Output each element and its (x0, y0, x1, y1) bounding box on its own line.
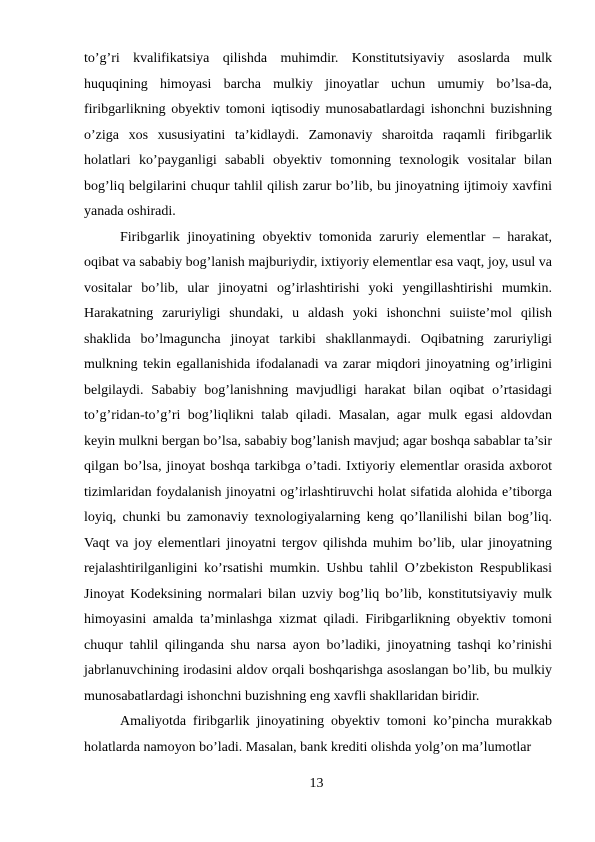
document-body (84, 46, 552, 760)
paragraph-3: Amaliyotda firibgarlik jinoyatining obyektiv tomoni ko’pincha murakkab holatlarda namoyon bo’ladi. Masalan, bank krediti olishda yolg’on ma’lumotlar (84, 714, 552, 755)
page-number: 13 (309, 776, 324, 791)
paragraph-1: to’g’ri kvalifikatsiya qilishda muhimdir. Konstitutsiyaviy asoslarda mulk huquqining himoyasi barcha mulkiy jinoyatlar uchun umumiy bo’lsa-da, firibgarlikning obyektiv tomoni iqtisodiy munosabatlardagi ishonchni buzishning o’ziga xos xususiyatini ta’kidlaydi. Zamonaviy sharoitda raqamli firibgarlik holatlari ko’payganligi sababli obyektiv tomonning texnologik vositalar bilan bog’liq belgilarini chuqur tahlil qilish zarur bo’lib, bu jinoyatning ijtimoiy xavfini yanada oshiradi. (84, 51, 552, 219)
paragraph-2: Firibgarlik jinoyatining obyektiv tomonida zaruriy elementlar – harakat, oqibat va sababiy bog’lanish majburiydir, ixtiyoriy elementlar esa vaqt, joy, usul va vositalar bo’lib, ular jinoyatni og’irlashtirishi yoki yengillashtirishi mumkin. Harakatning zaruriyligi shundaki, u aldash yoki ishonchni suiiste’mol qilish shaklida bo’lmaguncha jinoyat tarkibi shakllanmaydi. Oqibatning zaruriyligi mulkning tekin egallanishida ifodalanadi va zarar miqdori jinoyatning og’irligini belgilaydi. Sababiy bog’lanishning mavjudligi harakat bilan oqibat o’rtasidagi to’g’ridan-to’g’ri bog’liqlikni talab qiladi. Masalan, agar mulk egasi aldovdan keyin mulkni bergan bo’lsa, sababiy bog’lanish mavjud; agar boshqa sabablar ta’sir qilgan bo’lsa, jinoyat boshqa tarkibga o’tadi. Ixtiyoriy elementlar orasida axborot tizimlaridan foydalanish jinoyatni og’irlashtiruvchi holat sifatida alohida e’tiborga loyiq, chunki bu zamonaviy texnologiyalarning keng qo’llanilishi bilan bog’liq. Vaqt va joy elementlari jinoyatni tergov qilishda muhim bo’lib, ular jinoyatning rejalashtirilganligini ko’rsatishi mumkin. Ushbu tahlil O’zbekiston Respublikasi Jinoyat Kodeksining normalari bilan uzviy bog’liq bo’lib, konstitutsiyaviy mulk himoyasini amalda ta’minlashga xizmat qiladi. Firibgarlikning obyektiv tomoni chuqur tahlil qilinganda shu narsa ayon bo’ladiki, jinoyatning tashqi ko’rinishi jabrlanuvchining irodasini aldov orqali boshqarishga asoslangan bo’lib, bu mulkiy munosabatlardagi ishonchni buzishning eng xavfli shakllaridan biridir. (84, 229, 552, 704)
